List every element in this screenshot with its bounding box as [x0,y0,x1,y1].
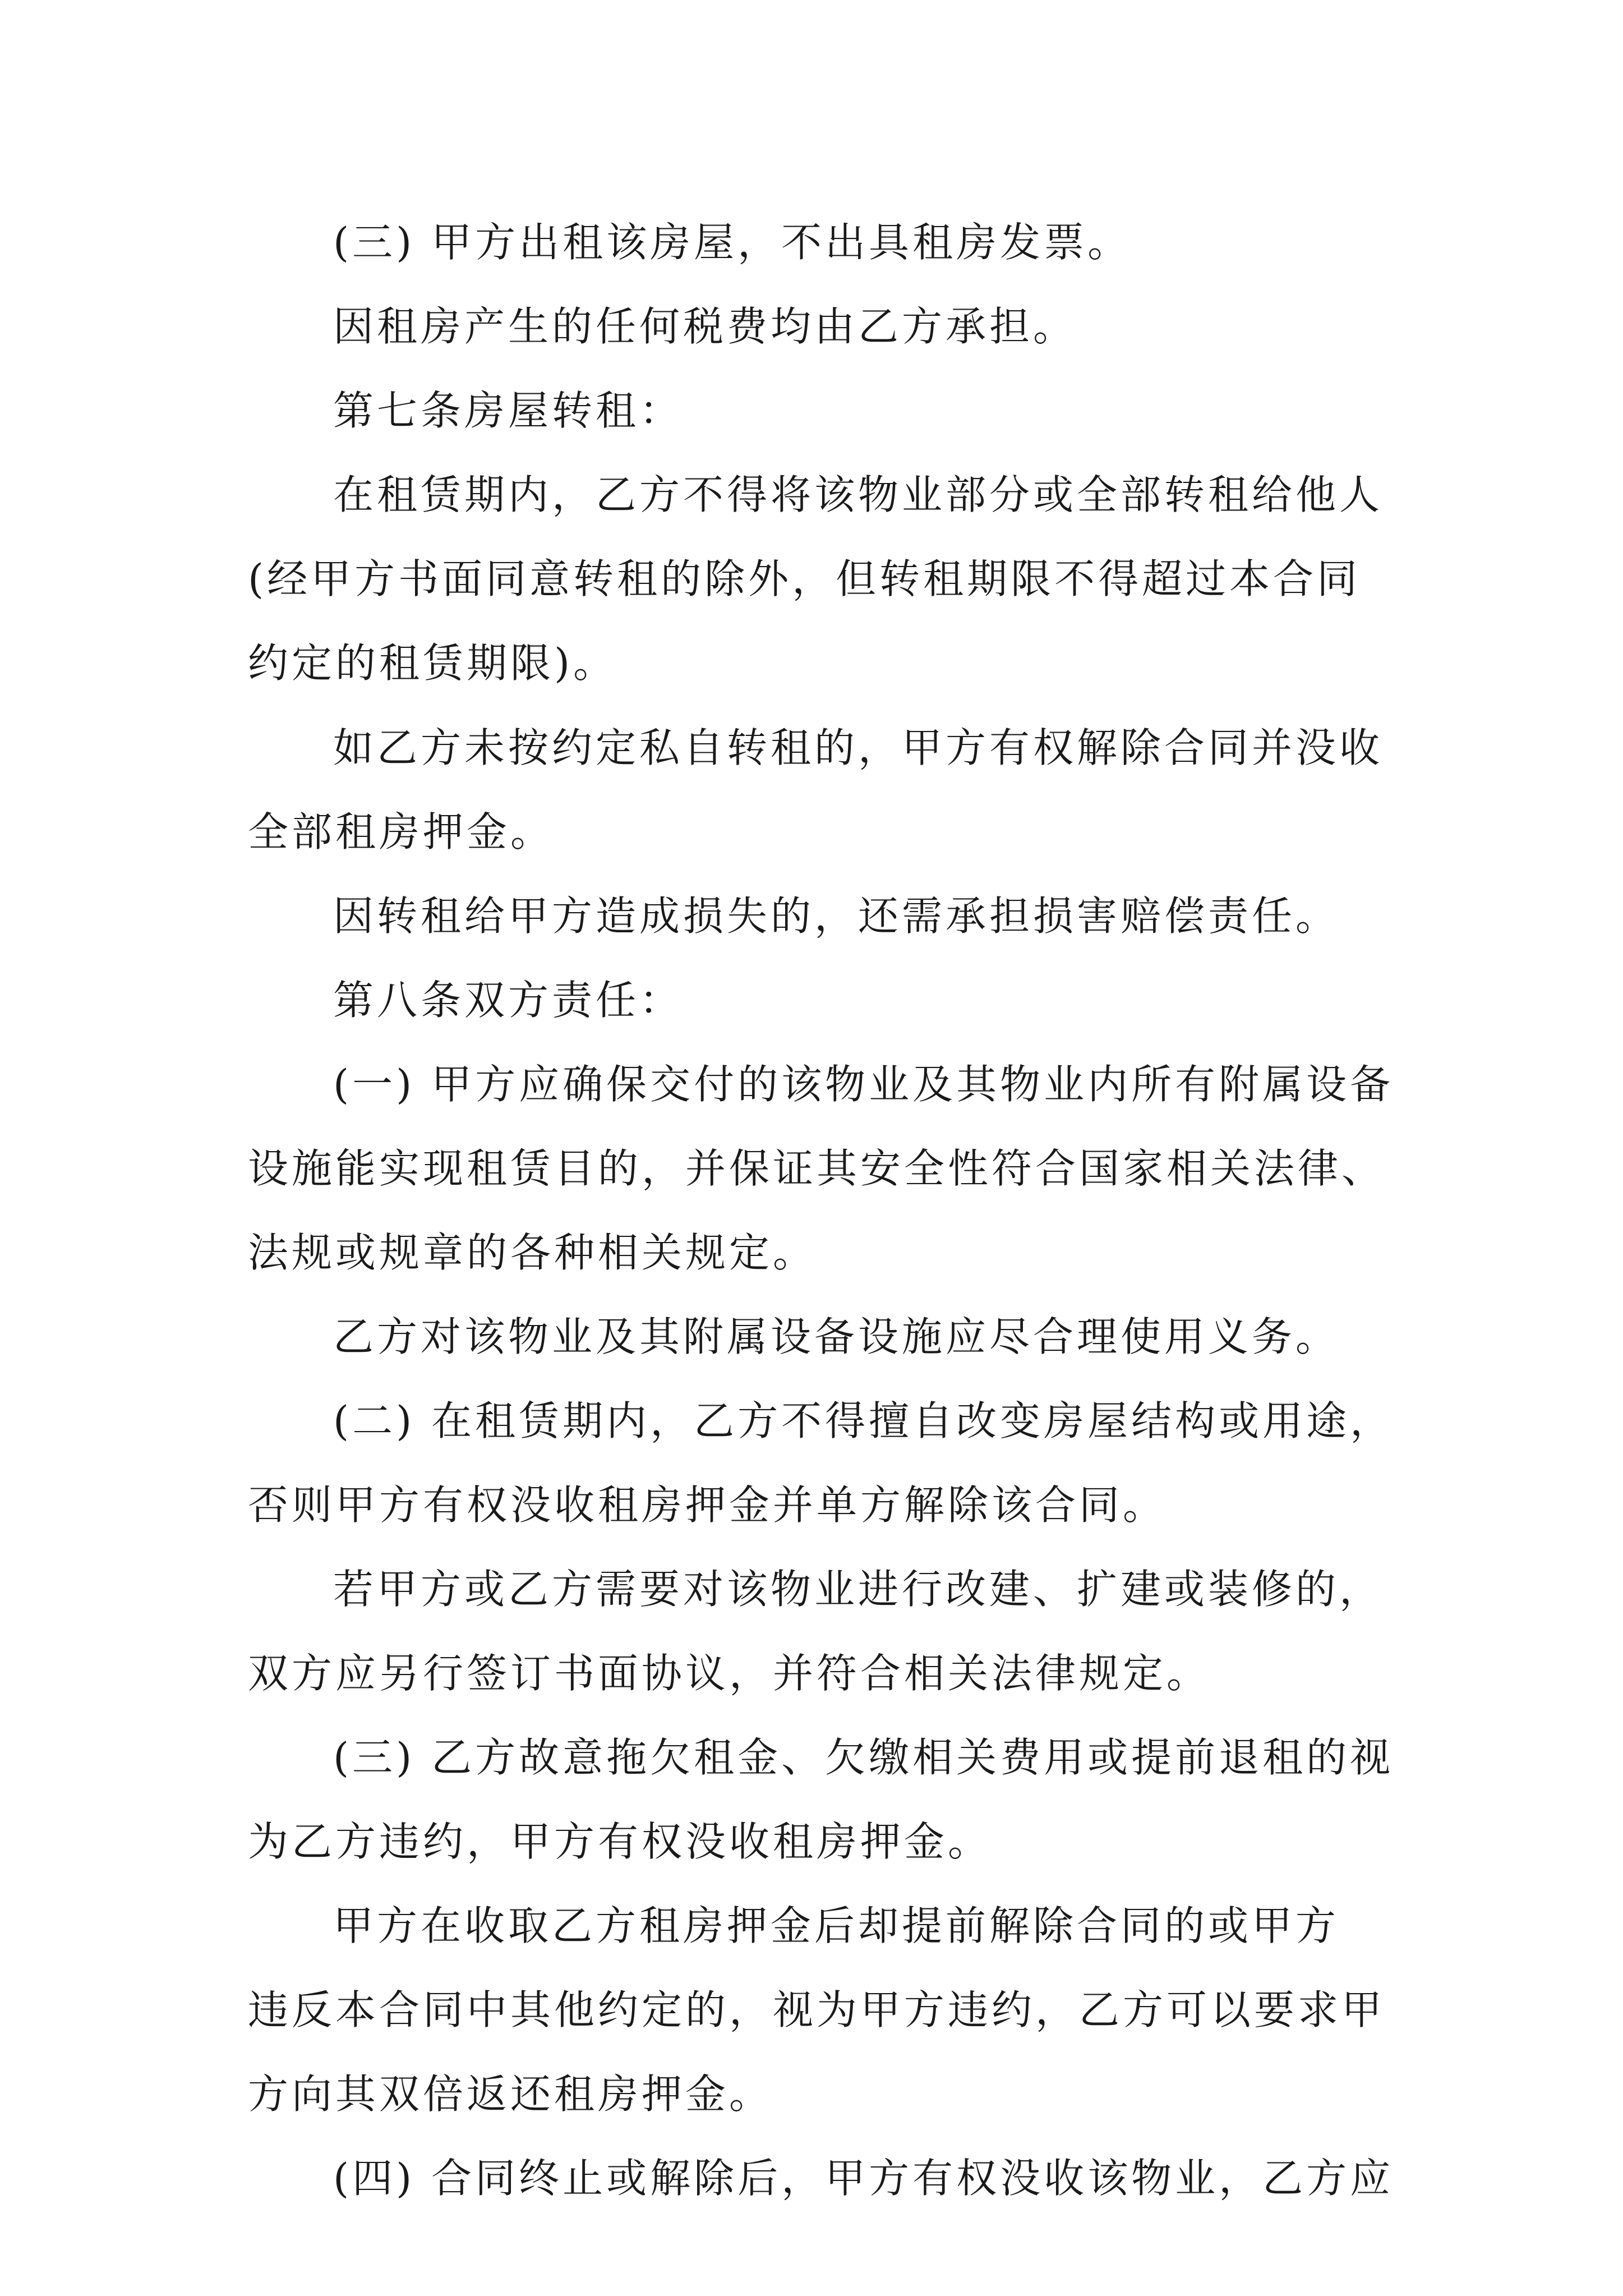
paragraph-line: (一) 甲方应确保交付的该物业及其物业内所有附属设备 [333,1061,1394,1108]
paragraph-line: 违反本合同中其他约定的，视为甲方违约，乙方可以要求甲 [248,1986,1386,2033]
paragraph-line: 方向其双倍返还租房押金。 [248,2070,773,2118]
paragraph-line: (四) 合同终止或解除后，甲方有权没收该物业，乙方应 [333,2155,1394,2202]
section-heading: 第七条房屋转租： [333,387,684,434]
paragraph-line: 乙方对该物业及其附属设备设施应尽合理使用义务。 [333,1313,1340,1360]
paragraph-line: 因转租给甲方造成损失的，还需承担损害赔偿责任。 [333,892,1340,940]
paragraph-line: 为乙方违约，甲方有权没收租房押金。 [248,1818,992,1865]
paragraph-line: (二) 在租赁期内，乙方不得擅自改变房屋结构或用途， [333,1397,1394,1444]
paragraph-line: 甲方在收取乙方租房押金后却提前解除合同的或甲方 [333,1902,1340,1949]
paragraph-line: 否则甲方有权没收租房押金并单方解除该合同。 [248,1481,1167,1529]
paragraph-line: 若甲方或乙方需要对该物业进行改建、扩建或装修的， [333,1566,1384,1613]
paragraph-line: 在租赁期内，乙方不得将该物业部分或全部转租给他人 [333,471,1384,518]
paragraph-line: 如乙方未按约定私自转租的，甲方有权解除合同并没收 [333,724,1384,771]
section-heading: 第八条双方责任： [333,977,684,1024]
paragraph-line: 双方应另行签订书面协议，并符合相关法律规定。 [248,1650,1211,1697]
paragraph-line: 设施能实现租赁目的，并保证其安全性符合国家相关法律、 [248,1145,1386,1192]
paragraph-line: 法规或规章的各种相关规定。 [248,1229,817,1276]
paragraph-line: (经甲方书面同意转租的除外，但转租期限不得超过本合同 [248,555,1361,602]
paragraph-line: 因租房产生的任何税费均由乙方承担。 [333,303,1077,350]
paragraph-line: (三) 甲方出租该房屋，不出具租房发票。 [333,219,1132,266]
paragraph-line: 约定的租赁期限)。 [248,639,617,687]
paragraph-line: 全部租房押金。 [248,808,555,855]
paragraph-line: (三) 乙方故意拖欠租金、欠缴相关费用或提前退租的视 [333,1734,1394,1781]
